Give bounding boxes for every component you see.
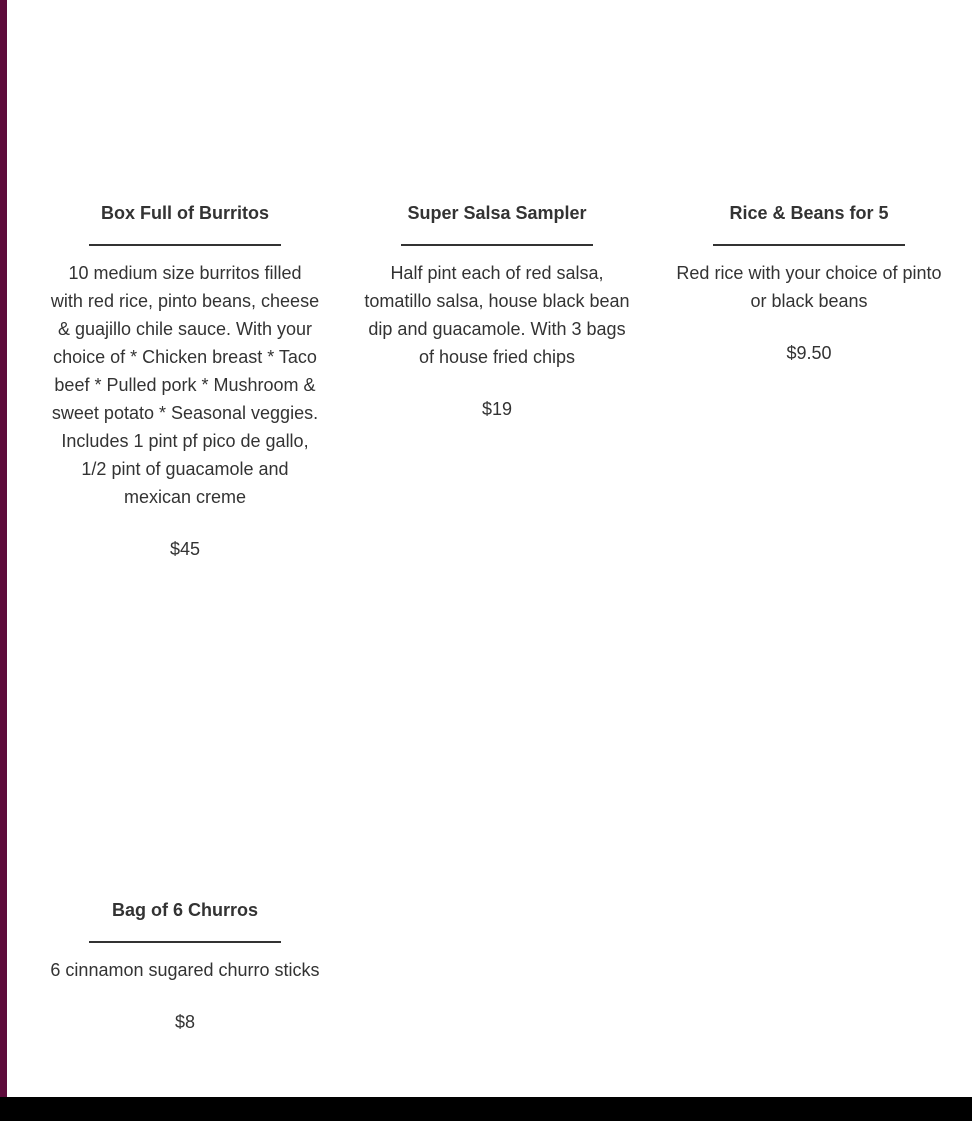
bottom-bar <box>0 1097 972 1121</box>
menu-item-bag-of-churros <box>50 897 320 1036</box>
menu-item-box-full-of-burritos <box>50 200 320 563</box>
menu-item-price: $8 <box>174 1012 196 1032</box>
menu-item-divider <box>713 244 905 246</box>
left-accent-stripe <box>0 0 7 1097</box>
menu-item-title: Bag of 6 Churros <box>111 900 258 920</box>
menu-item-title: Box Full of Burritos <box>101 203 269 223</box>
menu-item-description: 10 medium size burritos filled with red rice, pinto beans, cheese & guajillo chile sauce. With your choice of * Chicken breast * Taco beef * Pulled pork * Mushroom & sweet potato * Seasonal veggies. Includes 1 pint pf pico de gallo, 1/2 pint of guacamole and mexican creme <box>50 263 320 507</box>
menu-item-divider <box>89 244 281 246</box>
menu-item-super-salsa-sampler <box>362 200 632 423</box>
menu-item-description: Half pint each of red salsa, tomatillo salsa, house black bean dip and guacamole. With 3 bags of house fried chips <box>364 263 630 367</box>
menu-item-price: $19 <box>481 399 513 419</box>
menu-item-price: $45 <box>169 539 201 559</box>
menu-item-title: Rice & Beans for 5 <box>729 203 889 223</box>
menu-item-rice-and-beans <box>674 200 944 367</box>
menu-item-divider <box>89 941 281 943</box>
menu-item-description: Red rice with your choice of pinto or black beans <box>676 263 942 311</box>
menu-item-description: 6 cinnamon sugared churro sticks <box>50 960 320 980</box>
menu-item-divider <box>401 244 593 246</box>
menu-item-title: Super Salsa Sampler <box>407 203 587 223</box>
menu-item-price: $9.50 <box>786 343 832 363</box>
